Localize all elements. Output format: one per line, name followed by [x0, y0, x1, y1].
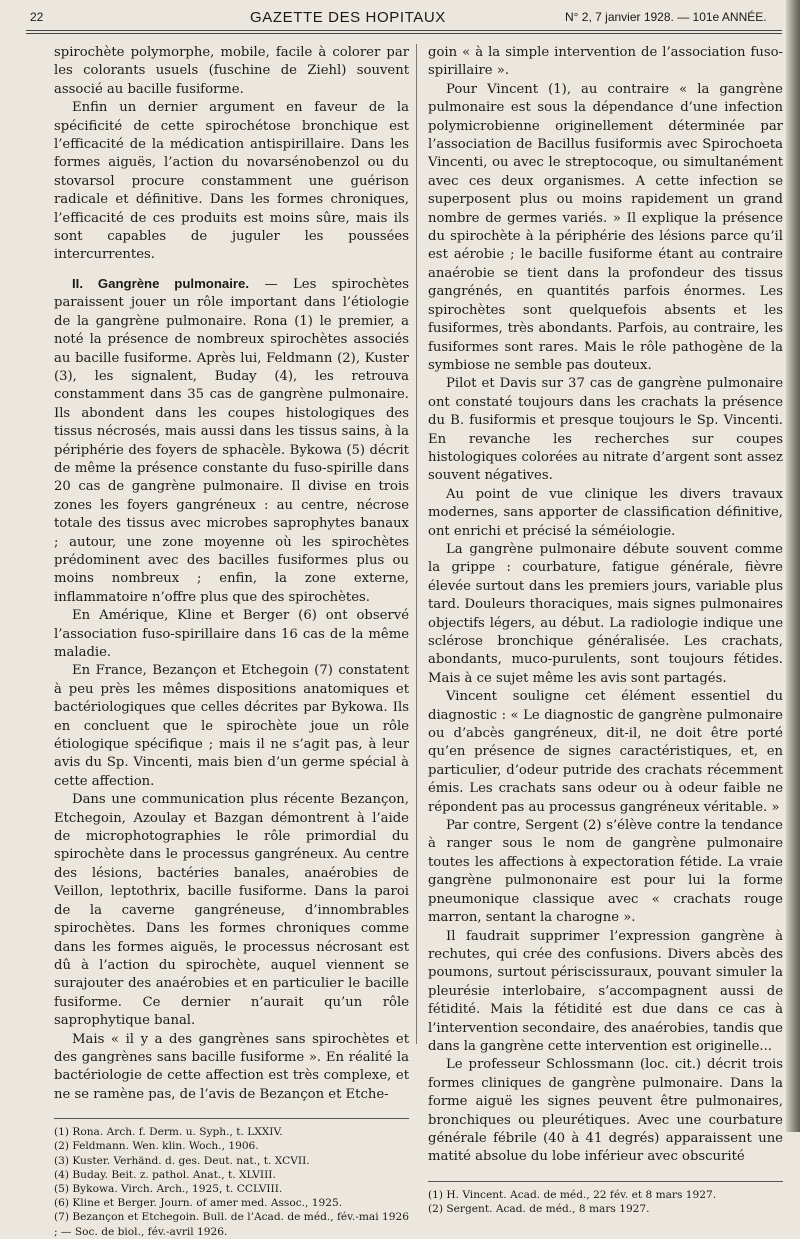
paragraph: Pour Vincent (1), au contraire « la gangrène pulmonaire est sous la dépendance d’une infection polymicrobienne originellement déterminée par l’association de Bacillus fusiformis avec Spirochoeta Vincenti, ou avec le streptocoque, ou simultanément avec ces deux organismes. A cette infection se superposent plus ou moins rapidement un grand nombre de germes variés. » Il explique la présence du spirochète à la périphérie des lésions parce qu’il est aérobie ; le bacille fusiforme étant au contraire anaérobie se tient dans la profondeur des tissus gangrénés, en quantités parfois énormes. Les spirochètes sont quelquefois absents et les fusiformes, très abondants. Parfois, au contraire, les fusiformes sont rares. Mais le rôle pathogène de la symbiose ne semble pas douteux.	[428, 81, 783, 373]
column-divider	[416, 44, 417, 1044]
paragraph: Enfin un dernier argument en faveur de la spécificité de cette spirochétose bronchique est l’efficacité de la médication antispirillaire. Dans les formes aiguës, l’action du novarsénobenzol ou du stovarsol procure constamment une guérison radicale et définitive. Dans les formes chroniques, l’efficacité de ces produits est moins sûre, mais ils sont capables de juguler les poussées intercurrentes.	[54, 100, 409, 263]
paragraph: Dans une communication plus récente Bezançon, Etchegoin, Azoulay et Bazgan démontrent à l’aide de microphotographies le rôle primordial du spirochète dans le processus gangréneux. Au centre des lésions, bactéries banales, anaérobies de Veillon, leptothrix, bacille fusiforme. Dans la paroi de la caverne gangréneuse, d’innombrables spirochètes. Dans les formes chroniques comme dans les formes aiguës, le processus nécrosant est dû à l’action du spirochète, auquel viennent se surajouter des anaérobies et en particulier le bacille fusiforme. Ce dernier n’aurait qu’un rôle saprophytique banal.	[54, 792, 409, 1029]
paragraph: Par contre, Sergent (2) s’élève contre la tendance à ranger sous le nom de gangrène pulmonaire toutes les affections à expectoration fétide. La vraie gangrène pulmononaire est pour lui la forme pneumonique classique avec « crachats rouge marron, sentant la charogne ».	[428, 818, 783, 926]
footnote: (2) Sergent. Acad. de méd., 8 mars 1927.	[428, 1202, 650, 1215]
paragraph: Il faudrait supprimer l’expression gangrène à rechutes, qui crée des confusions. Divers abcès des poumons, surtout périscissuraux, pouvant simuler la pleurésie interlobaire, s’accompagnent aussi de fétidité. Mais la fétidité est due dans ce cas à l’intervention secondaire, des anaérobies, tandis que dans la gangrène cette intervention est originelle...	[428, 928, 783, 1054]
footnote: (1) H. Vincent. Acad. de méd., 22 fév. et 8 mars 1927.	[428, 1188, 717, 1201]
paragraph: Au point de vue clinique les divers travaux modernes, sans apporter de classification définitive, ont enrichi et précisé la séméiologie.	[428, 486, 783, 539]
paragraph: Mais « il y a des gangrènes sans spirochètes et des gangrènes sans bacille fusiforme ». En réalité la bactériologie de cette affection est très complexe, et ne se ramène pas, de l’avis de Bezançon et Etche-	[54, 1031, 409, 1102]
paragraph: goin « à la simple intervention de l’association fuso-spirillaire ».	[428, 45, 783, 79]
footnote: (1) Rona. Arch. f. Derm. u. Syph., t. LXXIV.	[54, 1126, 283, 1139]
footnote: (2) Feldmann. Wen. klin. Woch., 1906.	[54, 1140, 259, 1153]
paragraph: En Amérique, Kline et Berger (6) ont observé l’association fuso-spirillaire dans 16 cas de la même maladie.	[54, 608, 409, 660]
left-column	[54, 44, 409, 1239]
footnotes	[428, 1188, 783, 1216]
paragraph: La gangrène pulmonaire débute souvent comme la grippe : courbature, fatigue générale, fièvre élevée surtout dans les premiers jours, variable plus tard. Douleurs thoraciques, mais signes pulmonaires objectifs légers, au début. La radiologie indique une sclérose bronchique généralisée. Les crachats, abondants, muco-purulents, sont toujours fétides. Mais à ce sujet même les avis sont partagés.	[428, 541, 783, 686]
footnote: (7) Bezançon et Etchegoin. Bull. de l’Acad. de méd., fév.-mai 1926 ; — Soc. de biol., fév.-avril 1926.	[54, 1211, 409, 1238]
footnote-rule	[54, 1118, 409, 1119]
journal-title: GAZETTE DES HOPITAUX	[250, 9, 446, 26]
footnote: (3) Kuster. Verhänd. d. ges. Deut. nat., t. XCVII.	[54, 1154, 310, 1167]
right-column	[428, 44, 783, 1216]
footnote: (5) Bykowa. Virch. Arch., 1925, t. CCLVIII.	[54, 1182, 283, 1195]
footnotes	[54, 1125, 409, 1239]
paragraph: Pilot et Davis sur 37 cas de gangrène pulmonaire ont constaté toujours dans les crachats la présence du B. fusiformis et presque toujours le Sp. Vincenti. En revanche les recherches sur coupes histologiques colorées au nitrate d’argent sont assez souvent négatives.	[428, 376, 783, 484]
running-header	[20, 6, 782, 28]
header-rule	[26, 30, 782, 34]
footnote-rule	[428, 1181, 783, 1182]
section-paragraph	[54, 275, 409, 607]
book-spine-shadow	[786, 0, 800, 1132]
paragraph: En France, Bezançon et Etchegoin (7) constatent à peu près les mêmes dispositions anatomiques et bactériologiques que celles décrites par Bykowa. Ils en concluent que le spirochète joue un rôle étiologique spécifique ; mais il ne s’agit pas, à leur avis du Sp. Vincenti, mais bien d’un germe spécial à cette affection.	[54, 663, 409, 789]
paragraph: spirochète polymorphe, mobile, facile à colorer par les colorants usuels (fuschine de Ziehl) souvent associé au bacille fusiforme.	[54, 45, 409, 97]
issue-info: N° 2, 7 janvier 1928. — 101e ANNÉE.	[565, 10, 767, 24]
footnote: (4) Buday. Beit. z. pathol. Anat., t. XLVIII.	[54, 1168, 276, 1181]
paragraph: Le professeur Schlossmann (loc. cit.) décrit trois formes cliniques de gangrène pulmonaire. Dans la forme aiguë les signes peuvent être pulmonaires, bronchiques ou pleurétiques. Avec une courbature générale fébrile (40 à 41 degrés) apparaissent une matité absolue du lobe inférieur avec obscurité	[428, 1057, 783, 1165]
section-heading: II. Gangrène pulmonaire.	[72, 275, 250, 291]
page-number: 22	[30, 10, 44, 24]
footnote: (6) Kline et Berger. Journ. of amer med. Assoc., 1925.	[54, 1197, 343, 1210]
paragraph: Vincent souligne cet élément essentiel du diagnostic : « Le diagnostic de gangrène pulmonaire ou d’abcès gangréneux, dit-il, ne doit être porté qu’en présence de signes caractéristiques, et, en particulier, d’odeur putride des crachats récemment émis. Les crachats sans odeur ou à odeur faible ne répondent pas au processus gangréneux véritable. »	[428, 689, 783, 815]
section-body: — Les spirochètes paraissent jouer un rôle important dans l’étiologie de la gangrène pulmonaire. Rona (1) le premier, a noté la présence de nombreux spirochètes associés au bacille fusiforme. Après lui, Feldmann (2), Kuster (3), les signalent, Buday (4), les retrouva constamment dans 35 cas de gangrène pulmonaire. Ils abondent dans les coupes histologiques des tissus nécrosés, mais aussi dans les tissus sains, à la périphérie des foyers de sphacèle. Bykowa (5) décrit de même la présence constante du fuso-spirille dans 20 cas de gangrène pulmonaire. Il divise en trois zones les foyers gangréneux : au centre, nécrose totale des tissus avec microbes saprophytes banaux ; autour, une zone moyenne où les spirochètes prédominent avec des bacilles fusiformes plus ou moins nombreux ; enfin, la zone externe, inflammatoire n’offre plus que des spirochètes.	[54, 276, 409, 605]
